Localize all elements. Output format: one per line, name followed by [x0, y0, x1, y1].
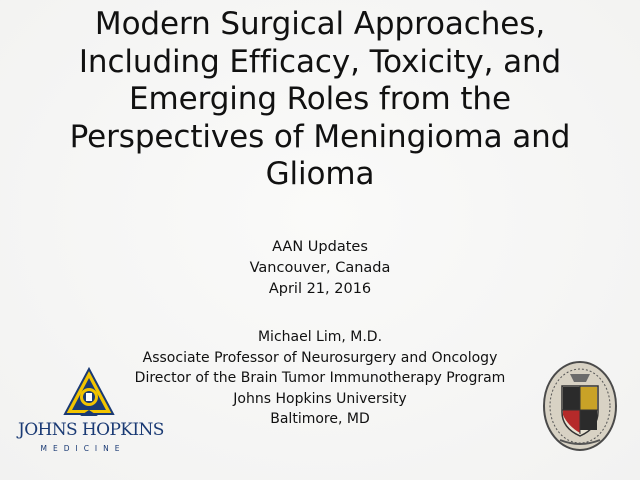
title-line-2: Including Efficacy, Toxicity, and	[78, 43, 562, 80]
slide-title	[20, 6, 620, 194]
event-info	[0, 237, 640, 300]
event-name: AAN Updates	[272, 239, 368, 255]
author-position: Associate Professor of Neurosurgery and Oncology	[142, 349, 498, 366]
author-name: Michael Lim, M.D.	[257, 329, 383, 345]
author-city: Baltimore, MD	[270, 411, 370, 427]
author-role: Director of the Brain Tumor Immunotherapy Program	[134, 370, 506, 386]
event-date: April 21, 2016	[268, 281, 372, 297]
university-seal-icon	[542, 360, 618, 452]
johns-hopkins-shield-icon	[62, 366, 116, 420]
event-location: Vancouver, Canada	[249, 260, 391, 276]
title-line-1: Modern Surgical Approaches,	[94, 6, 546, 42]
johns-hopkins-wordmark: JOHNS HOPKINS	[18, 420, 164, 440]
medicine-subtitle: MEDICINE	[40, 444, 126, 453]
title-line-5: Glioma	[265, 156, 375, 192]
author-institution: Johns Hopkins University	[233, 390, 407, 407]
title-line-4: Perspectives of Meningioma and	[69, 118, 571, 155]
johns-hopkins-medicine-logo	[18, 366, 164, 460]
title-line-3: Emerging Roles from the	[129, 81, 511, 117]
